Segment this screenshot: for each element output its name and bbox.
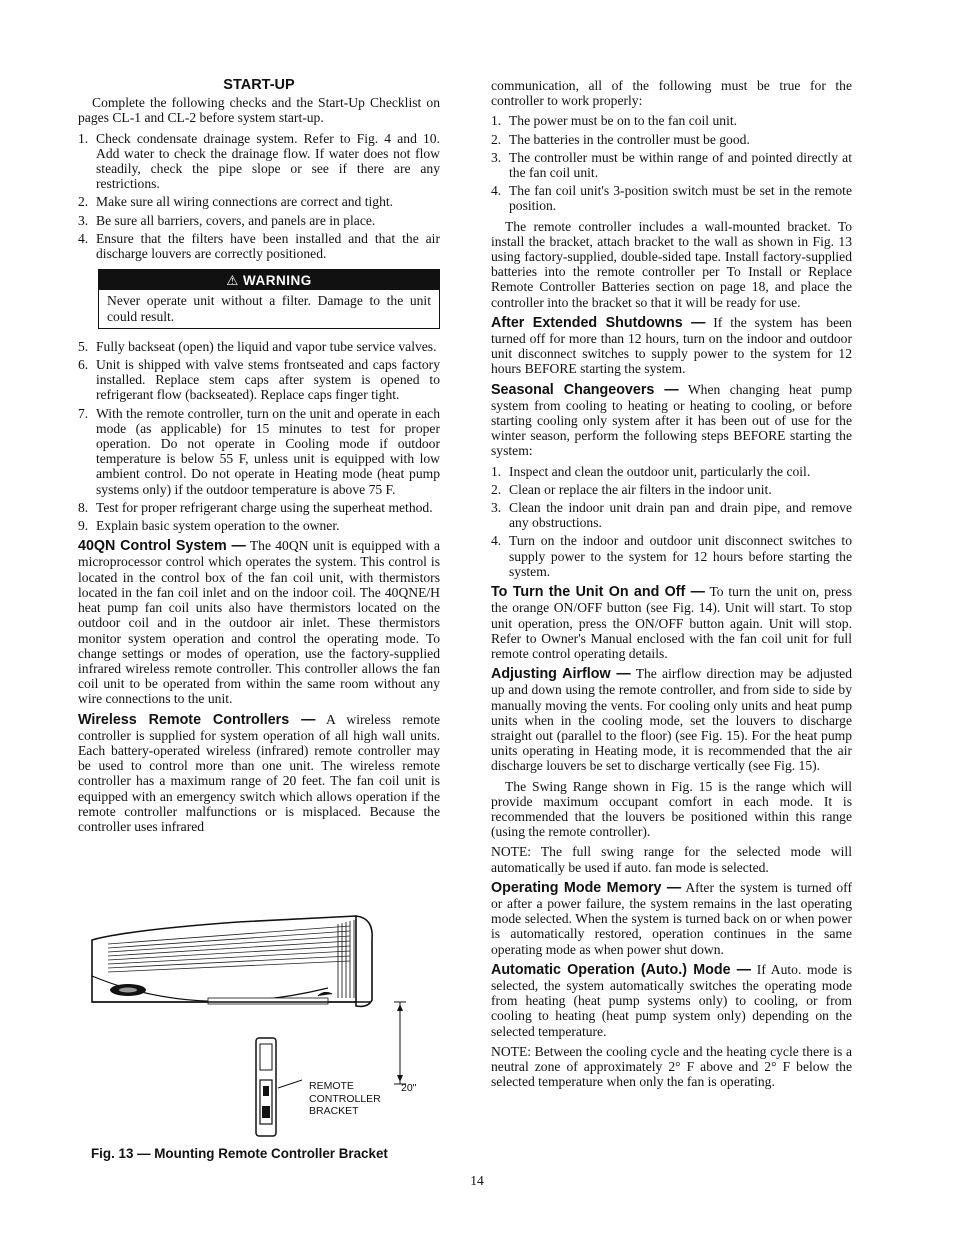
list-item: 6. Unit is shipped with valve stems frontseated and caps factory installed. Replace stem caps after system is opened to refrigerant flow (backseated). Replace caps finger tight. [78,357,440,403]
list-item: 2. Clean or replace the air filters in the indoor unit. [491,481,772,497]
warning-box [98,269,440,329]
warning-title: ⚠ WARNING [99,270,439,290]
list-item: 1. The power must be on to the fan coil unit. [491,113,738,129]
warning-text: Never operate unit without a filter. Damage to the unit could result. [107,293,431,324]
list-item: 3. The controller must be within range of and pointed directly at the fan coil unit. [491,149,852,181]
list-item: 2. Make sure all wiring connections are correct and tight. [78,194,394,210]
list-item: 4. The fan coil unit's 3-position switch must be set in the remote position. [491,183,852,214]
dimension-label: 20" [401,1082,417,1094]
memory-paragraph: Operating Mode Memory — After the system is turned off or after a power failure, the system remains in the last operating mode selected. When the system is turned back on or when power is automatically restored, operation continues in the same operating mode as when power shut down. [491,879,852,957]
list-item: 9. Explain basic system operation to the owner. [78,518,340,534]
fan-coil-drawing [88,910,440,1140]
startup-title: START-UP [223,77,295,93]
left-column [78,78,440,839]
auto-mode-paragraph: Automatic Operation (Auto.) Mode — If Auto. mode is selected, the system automatically switches the operating mode from heating (heat pump systems only) to cooling, or from cooling to heating (heat pump system only) depending on the selected temperature. [491,961,852,1039]
note-neutral-zone: NOTE: Between the cooling cycle and the heating cycle there is a neutral zone of approximately 2° F above and 2° F below the selected temperature when only the fan is operating. [491,1043,852,1090]
seasonal-paragraph: Seasonal Changeovers — When changing heat pump system from cooling to heating or heating to cooling, or before starting cooling only system after it has been out of use for the winter season, perform the following steps BEFORE starting the system: [491,381,853,459]
comm-requirements-list [491,113,852,213]
seasonal-list [491,464,852,579]
turn-on-off-paragraph: To Turn the Unit On and Off — To turn the unit on, press the orange ON/OFF button (see Fig. 14). Unit will start. To stop unit operation, press the ON/OFF button again. Unit will stop. Refer to Owner's Manual enclosed with the fan coil unit for full remote control operating details. [491,584,853,661]
bracket-paragraph: The remote controller includes a wall-mounted bracket. To install the bracket, attach bracket to the wall as shown in Fig. 13 using factory-supplied, double-sided tape. Install factory-supplied batteries into the remote controller per To Install or Replace Remote Controller Batteries section on page 18, and place the controller into the bracket so that it will be ready for use. [491,218,852,310]
list-item: 1. Check condensate drainage system. Refer to Fig. 4 and 10. Add water to check the drainage flow. If water does not flow steadily, check the pipe slope or see if there are any restrictions. [78,130,440,192]
control-system-heading: 40QN Control System — [78,538,246,555]
swing-range-paragraph: The Swing Range shown in Fig. 15 is the range which will provide maximum occupant comfort in each mode. It is recommended that the louvers be positioned within this range (using the remote controller). [491,778,852,840]
page-number: 14 [470,1173,484,1188]
extended-shutdowns-paragraph: After Extended Shutdowns — If the system has been turned off for more than 12 hours, turn on the indoor and outdoor unit disconnect switches to supply power to the system for 12 hours BEFORE starting the system. [491,314,852,377]
startup-checklist-b [78,339,440,533]
auto-mode-heading: Automatic Operation (Auto.) Mode — [491,961,752,978]
airflow-heading: Adjusting Airflow — [491,666,631,683]
extended-shutdowns-heading: After Extended Shutdowns — [491,314,706,331]
seasonal-heading: Seasonal Changeovers — [491,381,679,398]
list-item: 8. Test for proper refrigerant charge using the superheat method. [78,499,433,515]
list-item: 4. Ensure that the filters have been installed and that the air discharge louvers are correctly positioned. [78,230,440,262]
turn-on-off-heading: To Turn the Unit On and Off — [491,584,705,601]
wireless-paragraph: Wireless Remote Controllers — A wireless remote controller is supplied for system operation of all high wall units. Each battery-operated wireless (infrared) remote controller may be used to control more than one unit. The wireless remote controller has a maximum range of 20 feet. The fan coil unit is equipped with an emergency switch which allows operation if the remote controller malfunctions or is misplaced. Because the controller uses infrared [78,711,440,834]
list-item: 7. With the remote controller, turn on the unit and operate in each mode (as applicable) for 15 minutes to test for proper operation. Do not operate in Cooling mode if outdoor temperature is below 55 F, unless unit is equipped with low ambient control. Do not operate in Heating mode (heat pump systems only) if the outdoor temperature is above 75 F. [78,405,440,497]
startup-intro: Complete the following checks and the Start-Up Checklist on pages CL-1 and CL-2 before system start-up. [78,95,440,126]
wireless-heading: Wireless Remote Controllers — [78,711,316,728]
list-item: 5. Fully backseat (open) the liquid and vapor tube service valves. [78,338,437,354]
right-column [491,78,852,1094]
list-item: 3. Be sure all barriers, covers, and panels are in place. [78,212,376,228]
figure-13-illustration [88,910,440,1140]
airflow-paragraph: Adjusting Airflow — The airflow direction may be adjusted up and down using the remote controller, and from side to side by manually moving the vents. For cooling only units and heat pump units when in the cooling mode, set the louvers to discharge straight out (parallel to the floor) (see Fig. 15). For the heat pump units operating in Heating mode, it is recommended that the air discharge louvers be set to discharge vertically (see Fig. 15). [491,666,853,774]
figure-caption: Fig. 13 — Mounting Remote Controller Bracket [91,1146,388,1161]
comm-intro: communication, all of the following must be true for the controller to work properly: [491,78,852,109]
memory-heading: Operating Mode Memory — [491,879,682,896]
note-swing: NOTE: The full swing range for the selected mode will automatically be used if auto. fan mode is selected. [491,844,852,875]
list-item: 3. Clean the indoor unit drain pan and drain pipe, and remove any obstructions. [491,500,852,531]
startup-checklist-a [78,131,440,262]
list-item: 4. Turn on the indoor and outdoor unit disconnect switches to supply power to the system for 12 hours before starting the system. [491,533,852,579]
list-item: 2. The batteries in the controller must be good. [491,131,750,147]
bracket-label: REMOTE CONTROLLER BRACKET [309,1080,381,1117]
control-system-paragraph: 40QN Control System — The 40QN unit is equipped with a microprocessor control which operates the system. This control is located in the control box of the fan coil unit, with thermistors located in the fan coil inlet and on the indoor coil. The 40QNE/H heat pump fan coil units also have thermistors located on the outdoor coil and in the outdoor air inlet. These thermistors monitor system operation and control the operating mode. To change settings or modes of operation, use the factory-supplied infrared wireless remote controller. This controller allows the fan coil unit to be operated from within the same room without any wire connections to the unit. [78,538,440,707]
list-item: 1. Inspect and clean the outdoor unit, particularly the coil. [491,463,811,479]
